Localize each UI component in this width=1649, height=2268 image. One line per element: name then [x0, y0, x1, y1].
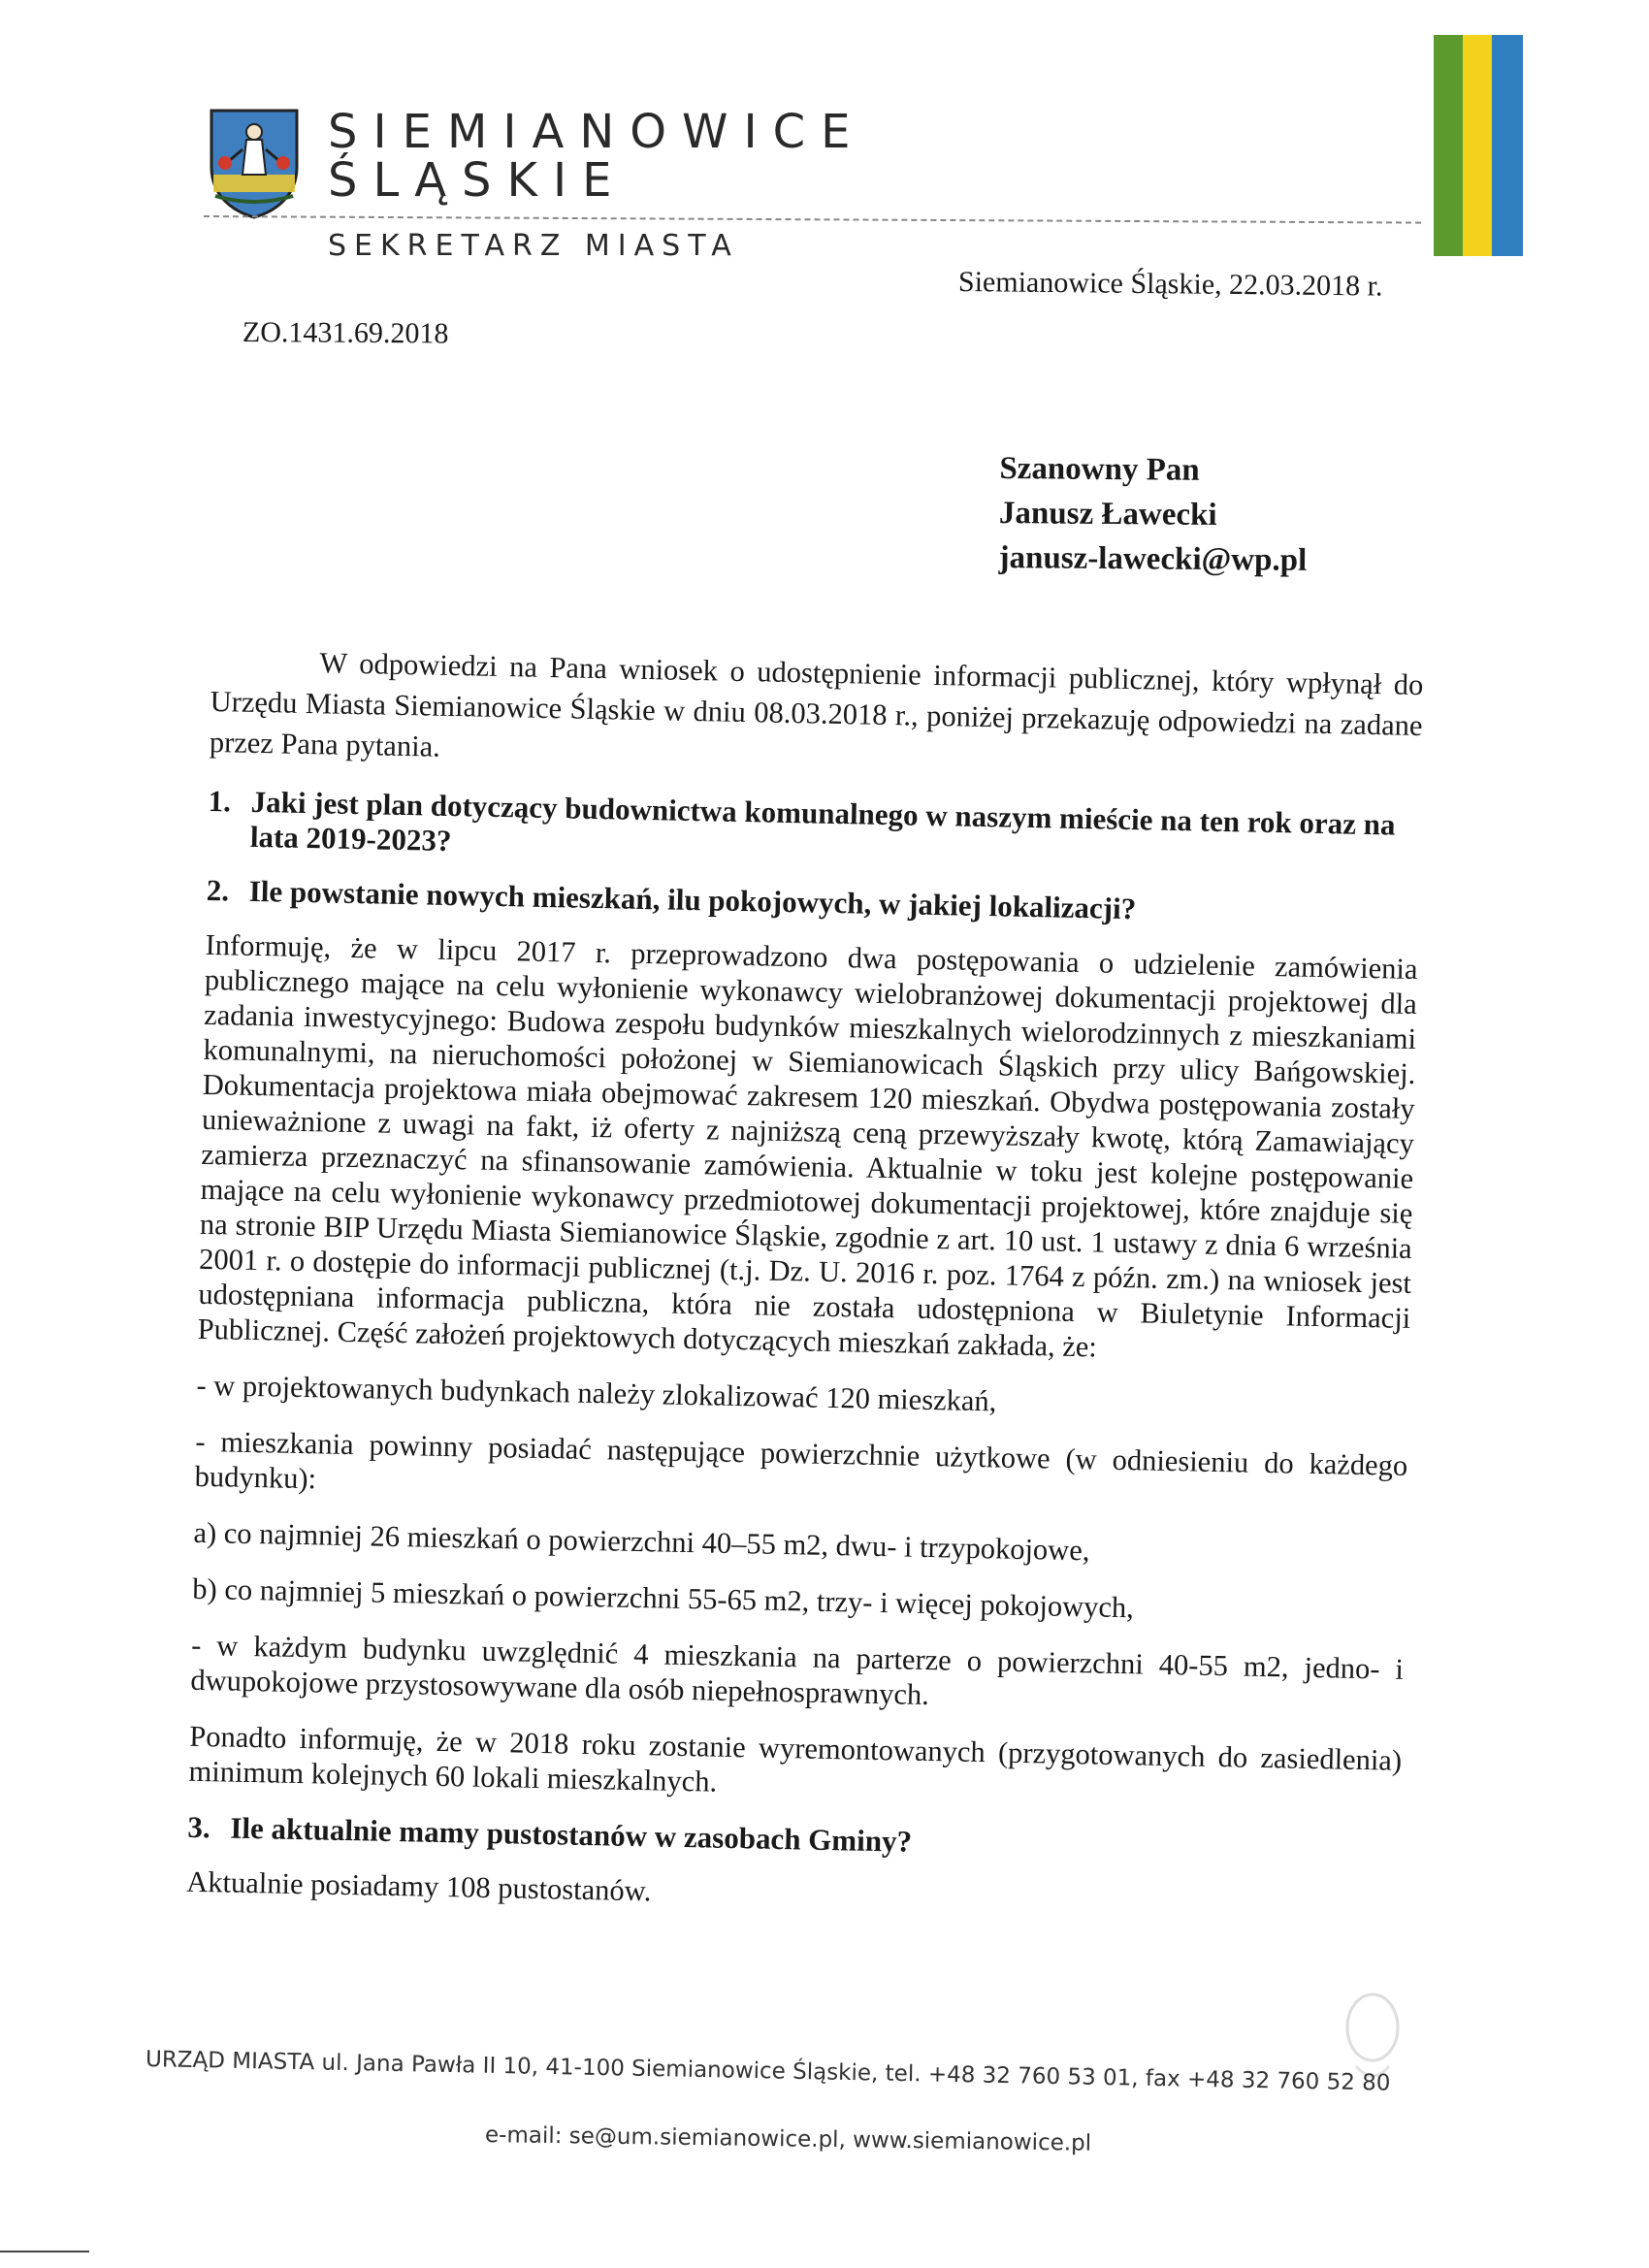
list-item: a) co najmniej 26 mieszkań o powierzchni 40–55 m2, dwu- i trzypokojowe,: [193, 1515, 1090, 1568]
answer-3: Aktualnie posiadamy 108 pustostanów.: [185, 1864, 652, 1908]
city-crest-logo: [208, 107, 301, 219]
blue-stripe: [1492, 35, 1523, 256]
list-item: b) co najmniej 5 mieszkań o powierzchni 55-65 m2, trzy- i więcej pokojowych,: [192, 1571, 1135, 1625]
office-title: SEKRETARZ MIASTA: [328, 229, 739, 263]
list-item: - w projektowanych budynkach należy zlokalizować 120 mieszkań,: [196, 1368, 997, 1418]
question-3-text: Ile aktualnie mamy pustostanów w zasobach Gminy?: [230, 1810, 913, 1859]
question-1: [208, 784, 1421, 878]
footer-contact: e-mail: se@um.siemianowice.pl, www.siemianowice.pl: [484, 2122, 1092, 2156]
letter-body: [186, 640, 1424, 1945]
yellow-stripe: [1463, 35, 1494, 256]
list-item: - mieszkania powinny posiadać następujące powierzchnie użytkowe (w odniesieniu do każdego budynku):: [194, 1424, 1408, 1496]
addressee-block: [998, 446, 1308, 583]
question-3: [187, 1810, 1400, 1869]
brand-color-stripes: [1434, 35, 1525, 256]
reference-number: ZO.1431.69.2018: [242, 316, 449, 350]
city-name-line1: SIEMIANOWICE: [328, 105, 866, 159]
page-edge-rule: [0, 2251, 89, 2252]
question-1-text: Jaki jest plan dotyczący budownictwa komunalnego w naszym mieście na ten rok oraz na lata 2019-2023?: [249, 784, 1396, 859]
intro-paragraph: W odpowiedzi na Pana wniosek o udostępnienie informacji publicznej, który wpłynął do Urzędu Miasta Siemianowice Śląskie w dniu 08.03.2018 r., poniżej przekazuję odpowiedzi na zadane przez Pana pytania.: [209, 646, 1424, 763]
letterhead-divider: [204, 215, 1421, 224]
letter-date: Siemianowice Śląskie, 22.03.2018 r.: [957, 266, 1383, 303]
list-item: - w każdym budynku uwzględnić 4 mieszkania na parterze o powierzchni 40-55 m2, jedno- i dwupokojowe przystosowywane dla osób niepełnosprawnych.: [190, 1628, 1405, 1712]
question-2: [206, 873, 1418, 932]
question-3-number: 3.: [187, 1809, 211, 1845]
city-name-line2: ŚLĄSKIE: [328, 153, 628, 208]
question-2-text: Ile powstanie nowych mieszkań, ilu pokojowych, w jakiej lokalizacji?: [248, 873, 1137, 926]
additional-paragraph: Ponadto informuję, że w 2018 roku zostanie wyremontowanych (przygotowanych do zasiedlenia) minimum kolejnych 60 lokali mieszkalnych.: [188, 1719, 1403, 1798]
answer-paragraph: Informuję, że w lipcu 2017 r. przeprowadzono dwa postępowania o udzielenie zamówienia publicznego mające na celu wyłonienie wykonawcy wielobranżowej dokumentacji projektowej dla zadania inwestycyjnego: Budowa zespołu budynków mieszkalnych wielorodzinnych z mieszkaniami komunalnymi, na nieruchomości położonej w Siemianowicach Śląskich przy ulicy Bańgowskiej. Dokumentacja projektowa miała obejmować zakresem 120 mieszkań. Obydwa postępowania zostały unieważnione z uwagi na fakt, iż oferty z najniższą ceną przewyższały kwotę, którą Zamawiający zamierza przeznaczyć na sfinansowanie zamówienia. Aktualnie w toku jest kolejne postępowanie mające na celu wyłonienie wykonawcy przedmiotowej dokumentacji projektowej, które znajduje się na stronie BIP Urzędu Miasta Siemianowice Śląskie, zgodnie z art. 10 ust. 1 ustawy z dnia 6 września 2001 r. o dostępie do informacji publicznej (t.j. Dz. U. 2016 r. poz. 1764 z późn. zm.) na wniosek jest udostępniana informacja publiczna, która nie została udostępniona w Biuletynie Informacji Publicznej. Część założeń projektowych dotyczących mieszkań zakłada, że:: [197, 927, 1418, 1364]
green-stripe: [1434, 35, 1465, 256]
addressee-email: janusz-lawecki@wp.pl: [998, 539, 1308, 578]
addressee-salutation: Szanowny Pan: [999, 451, 1200, 488]
addressee-name: Janusz Ławecki: [998, 496, 1217, 533]
question-1-number: 1.: [208, 783, 232, 819]
footer-address: URZĄD MIASTA ul. Jana Pawła II 10, 41-100 Siemianowice Śląskie, tel. +48 32 760 53 01, fax +48 32 760 52 80: [145, 2047, 1391, 2096]
question-2-number: 2.: [206, 872, 230, 908]
